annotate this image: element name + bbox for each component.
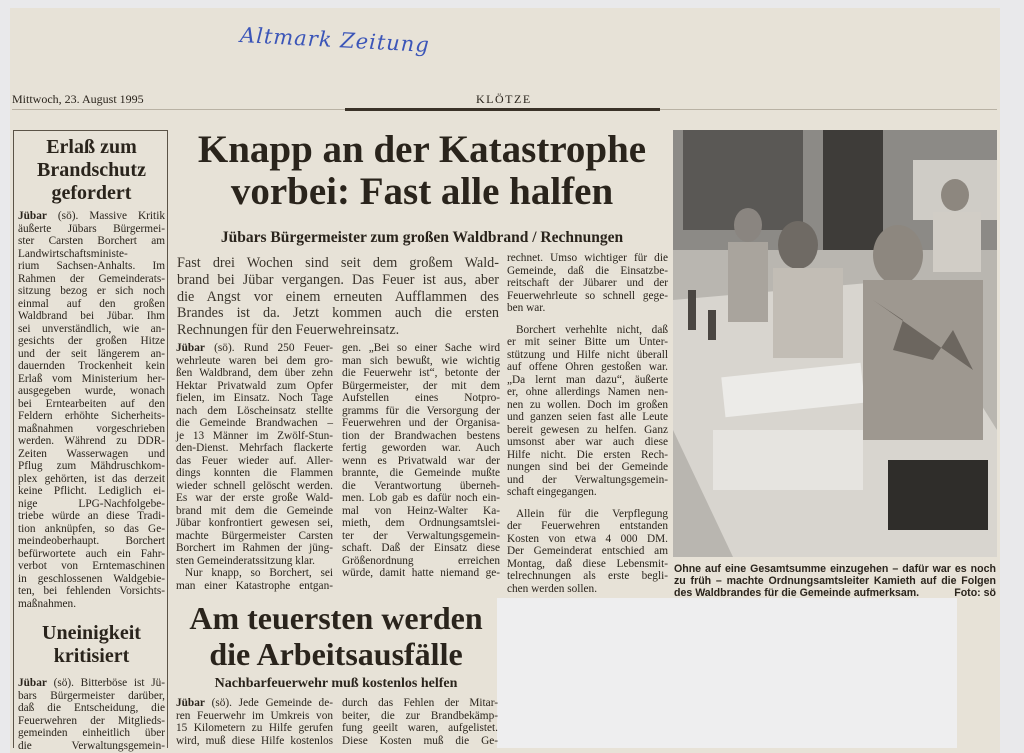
headline-line: Knapp an der Katastrophe [197, 128, 647, 171]
text-line: chen werden sollen. [507, 582, 598, 595]
paragraph [176, 342, 333, 567]
text-line: Hilfe nicht. Die ersten Rech- [507, 448, 668, 461]
text-line: Hektar Privatwald zum Opfer [176, 379, 333, 392]
text-line: Allein für die Verpflegung [516, 507, 668, 520]
text-line: schaft. Daß der Einsatz diese [342, 542, 500, 554]
text-line: fielen, im Einsatz. Noch Tage [176, 392, 333, 404]
paragraph [342, 697, 498, 747]
text-line: Feuerwehren und der Organisa- [342, 417, 500, 429]
text-line: rium Sachsen-Anhalts. Im [18, 260, 165, 272]
text-line: ster Carsten Borchert am [18, 235, 165, 247]
headline-line: die Arbeitsausfälle [209, 636, 463, 672]
text-line: Diese Kosten muß die Ge- [342, 734, 498, 747]
text-line: bars Bürgermeister darüber, [18, 689, 165, 702]
main-subheadline: Jübars Bürgermeister zum großen Waldbrand / Rechnungen [220, 229, 624, 246]
text-line: ßen Waldbrand, dem über zehn [176, 367, 333, 379]
text-line: Erlaß vom Ministerium her- [18, 372, 165, 385]
text-line: brand bei Jübar vergangen. Das Feuer ist aus, aber [177, 271, 499, 288]
text-line: auf offene Ohren gestoßen war. [507, 361, 668, 373]
text-line: tion der Brandwachen bestens [342, 429, 500, 442]
headline-line: Uneinigkeit [42, 622, 141, 644]
text-line: fertig geworden war. Auch [342, 442, 500, 454]
text-line: bereit gewesen zu helfen. Ganz [507, 423, 668, 436]
text-line: dings konnten die Flammen [176, 467, 333, 479]
text-line: in geschlossenen Waldgebie- [18, 572, 165, 585]
text-line: sei unverständlich, wie an- [18, 322, 165, 335]
paragraph [176, 567, 333, 592]
caption-line: zu früh – machte Ordnungsamtsleiter Kamieth auf die Folgen [674, 575, 996, 588]
text-line: rechnet. Umso wichtiger für die [507, 252, 668, 264]
text-line: er, ohne allerdings Namen nen- [507, 386, 668, 398]
text-line: gen. „Bei so einer Sache wird [342, 342, 500, 354]
text-line: wieder schnell gelöscht werden. [176, 479, 333, 492]
text-line: maßnahmen vorgeschrieben [18, 422, 165, 435]
text-line: bei Erntearbeiten auf den [18, 397, 165, 410]
text-line: Montag, daß diese Lebensmit- [507, 557, 668, 570]
text-line: Größenordnung erreichen [342, 554, 500, 567]
text-line: äußerte Jübars Bürgermei- [18, 222, 165, 235]
text-line: telrechnungen als erste begli- [507, 570, 668, 582]
text-line: wehrleute waren bei dem gro- [176, 354, 333, 367]
text-line: und der seit längerem an- [18, 347, 165, 360]
text-line: und ganzen seien fast alle Leute [507, 411, 668, 423]
dateline: Jübar [176, 342, 205, 354]
text-line: machte Bürgermeister Carsten [176, 529, 333, 542]
paragraph [507, 508, 668, 596]
caption-line: Ohne auf eine Gesamtsumme einzugehen – dafür war es noch [674, 563, 996, 575]
text-line: nach dem Löscheinsatz stellte [176, 404, 333, 417]
text-line: er mit seiner Bitte um Unter- [507, 336, 668, 348]
text-line [176, 697, 333, 710]
text-fragment: (sö). Rund 250 Feuer- [204, 342, 333, 354]
headline-line: vorbei: Fast alle halfen [230, 170, 614, 213]
text-line: Rechnungen für den Feuerwehreinsatz. [177, 322, 400, 339]
text-line: daß die Entscheidung, die [18, 702, 165, 714]
text-line: die Verwaltungsgemein- [18, 739, 165, 752]
text-line: ausgegeben wurde, wonach [18, 385, 165, 397]
text-line: men. Lob gab es dafür noch ein- [342, 492, 500, 504]
text-line: Aufstellen eines Notpro- [342, 392, 500, 404]
text-line: und der Verwaltungsgemein- [507, 473, 668, 486]
text-line: nungen sind bei der Gemeinde [507, 461, 668, 473]
text-line: Rahmen der Gemeinderats- [18, 272, 165, 285]
text-line: der Feuerwehren entstanden [507, 520, 668, 532]
paragraph [176, 697, 333, 747]
text-line: beiter, die zur Brandbekämp- [342, 709, 498, 722]
left-column-border [13, 130, 14, 748]
news-photo [673, 130, 997, 557]
paragraph [342, 342, 500, 580]
main-article-column-1 [176, 342, 333, 592]
headline-line: kritisiert [53, 645, 130, 667]
text-line: die Verantwortung überneh- [342, 479, 500, 492]
text-line: ren Feuerwehr im Umkreis von [176, 709, 333, 722]
text-line: „Da lernt man dazu“, äußerte [507, 373, 668, 386]
text-line: das Feuer wieder auf. Aller- [176, 454, 333, 467]
dateline: Jübar [18, 210, 47, 222]
section-name: KLÖTZE [476, 92, 532, 106]
text-line: nige LPG-Nachfolgebe- [18, 497, 165, 510]
text-line [18, 210, 165, 223]
text-line: Feuerwehrleute so schnell gege- [507, 289, 668, 302]
text-line: Jübar konfrontiert gewesen sei, [176, 517, 333, 529]
text-line: reitschaft der Jübarer und der [507, 277, 668, 289]
issue-date: Mittwoch, 23. August 1995 [12, 92, 144, 106]
text-line: triebe würde an diese Tradi- [18, 510, 165, 522]
dateline: Jübar [176, 697, 205, 709]
text-line: umsonst aber war auch diese [507, 436, 668, 448]
text-line: Fast drei Wochen sind seit dem großem Wald- [177, 255, 499, 271]
text-line: ter der Verwaltungsgemein- [342, 529, 500, 542]
main-article-column-3 [507, 252, 668, 595]
caption-last-line [674, 587, 996, 599]
text-line: Der Gemeinderat entschied am [507, 545, 668, 557]
bottom-headline [172, 600, 500, 672]
paragraph [177, 255, 499, 339]
text-line: 15 Kilometern zu Hilfe gerufen [176, 722, 333, 734]
photo-caption [674, 563, 996, 600]
text-line: meindeoberhaupt. Borchert [18, 535, 165, 547]
bottom-subheadline: Nachbarfeuerwehr muß kostenlos helfen [214, 676, 458, 691]
photo-credit: Foto: sö [954, 587, 996, 600]
paragraph [18, 677, 165, 752]
text-line: gramms für die Versorgung der [342, 404, 500, 417]
text-line: Gemeinde, daß die Einsatzbe- [507, 264, 668, 277]
article-body-uneinigkeit [18, 677, 165, 752]
text-line: befürwortete auch ein Fahr- [18, 547, 165, 560]
text-line: maßnahmen. [18, 597, 77, 610]
text-line: sten Gemeinderatssitzung klar. [176, 554, 315, 567]
handwritten-note: Altmark Zeitung [239, 23, 431, 57]
text-line: ten, bei fehlenden Vorsichts- [18, 585, 165, 597]
text-line: die Feuerwehr ist“, betonte der [342, 367, 500, 379]
text-line: Feldern erhöhte Sicherheits- [18, 410, 165, 422]
text-line: Brandes ist da. Jetzt kommen auch die ersten [177, 305, 499, 322]
text-line: Nur knapp, so Borchert, sei [185, 567, 333, 579]
paragraph [507, 252, 668, 315]
text-line: einmal auf den großen [18, 297, 165, 310]
headline-line: Brandschutz [37, 159, 146, 181]
bottom-article-column-2 [342, 697, 498, 747]
text-fragment: (sö). Bitterböse ist Jü- [46, 677, 165, 689]
text-line: den-Dienst. Mehrfach flackerte [176, 442, 333, 454]
article-body-erlass [18, 210, 165, 610]
text-line: man einer Katastrophe entgan- [176, 579, 333, 592]
text-line: die Angst vor einem erneuten Aufflammen des [177, 288, 499, 305]
text-line: Kosten von etwa 4 000 DM. [507, 532, 668, 545]
text-line: brand mit dem die Gemeinde [176, 504, 333, 517]
headline-line: gefordert [51, 182, 132, 204]
text-line: schaft eingegangen. [507, 486, 597, 498]
text-line: sitzung bezog er sich noch [18, 285, 165, 297]
text-line: tion anknüpfen, so das Ge- [18, 522, 165, 535]
text-line [176, 342, 333, 355]
text-line: dauernden Trockenheit kein [18, 360, 165, 372]
text-line: plex gehörten, ist das derzeit [18, 472, 165, 485]
dateline: Jübar [18, 677, 47, 689]
text-line: keine Pflicht. Lediglich ei- [18, 485, 165, 497]
text-line: ben war. [507, 302, 546, 314]
section-rule [345, 108, 660, 111]
text-line: Borchert verhehlte nicht, daß [516, 323, 668, 336]
text-line: mal von Heinz-Walter Ka- [342, 504, 500, 517]
text-line: wird, muß diese Hilfe kostenlos [176, 734, 333, 747]
text-line: Bürgermeister, der mit dem [342, 379, 500, 392]
text-fragment: (sö). Massive Kritik [46, 210, 165, 222]
text-line: brannte, die Gemeinde mußte [342, 467, 500, 479]
article-headline-uneinigkeit [18, 622, 165, 668]
bottom-article-column-1 [176, 697, 333, 747]
text-fragment: (sö). Jede Gemeinde de- [204, 697, 333, 709]
scanner-background [497, 598, 957, 748]
lead-paragraph [177, 255, 499, 339]
article-headline-erlass [18, 136, 165, 205]
paragraph [507, 324, 668, 499]
column-divider [167, 130, 168, 748]
text-line: durch das Fehlen der Mitar- [342, 697, 498, 709]
text-line: wenn es Privatwald war der [342, 454, 500, 467]
text-line: Es war der erste große Wald- [176, 492, 333, 504]
text-line: die Gemeinde Brandwachen – [176, 417, 333, 429]
text-line: Borchert im Rahmen der jüng- [176, 542, 333, 554]
text-line: man sich bewußt, wie wichtig [342, 354, 500, 367]
text-line: fung geeilt waren, aufgelistet. [342, 722, 498, 734]
text-line [18, 677, 165, 690]
text-line: Pflug zum Mähdruschkom- [18, 460, 165, 472]
text-line: Waldbrand bei Jübar. Ihm [18, 310, 165, 322]
headline-line: Am teuersten werden [189, 600, 483, 636]
text-line: nen zu wollen. Doch im großen [507, 398, 668, 411]
text-line: Feuerwehren der Mitglieds- [18, 714, 165, 727]
text-line: verbot von Erntemaschinen [18, 560, 165, 572]
left-column-top-border [13, 130, 168, 131]
text-line: mieth, dem Ordnungsamtslei- [342, 517, 500, 529]
paragraph [18, 210, 165, 610]
text-line: je 13 Männer im Zwölf-Stun- [176, 429, 333, 442]
text-line: stützung und Hilfe nicht überall [507, 348, 668, 361]
text-line: würde, damit hatte niemand ge- [342, 567, 500, 579]
text-line: gesichts der großen Hitze [18, 335, 165, 347]
headline-line: Erlaß zum [46, 136, 137, 158]
text-line: gemeinden einheitlich über [18, 727, 165, 739]
main-article-column-2 [342, 342, 500, 580]
text-line: werden. Während zu DDR- [18, 435, 165, 447]
text-line: Landwirtschaftsministe- [18, 247, 128, 260]
main-headline [172, 129, 672, 213]
text-line: Zeiten Wasserwagen und [18, 447, 165, 460]
caption-line: des Waldbrandes für die Gemeinde aufmerksam. [674, 587, 920, 600]
